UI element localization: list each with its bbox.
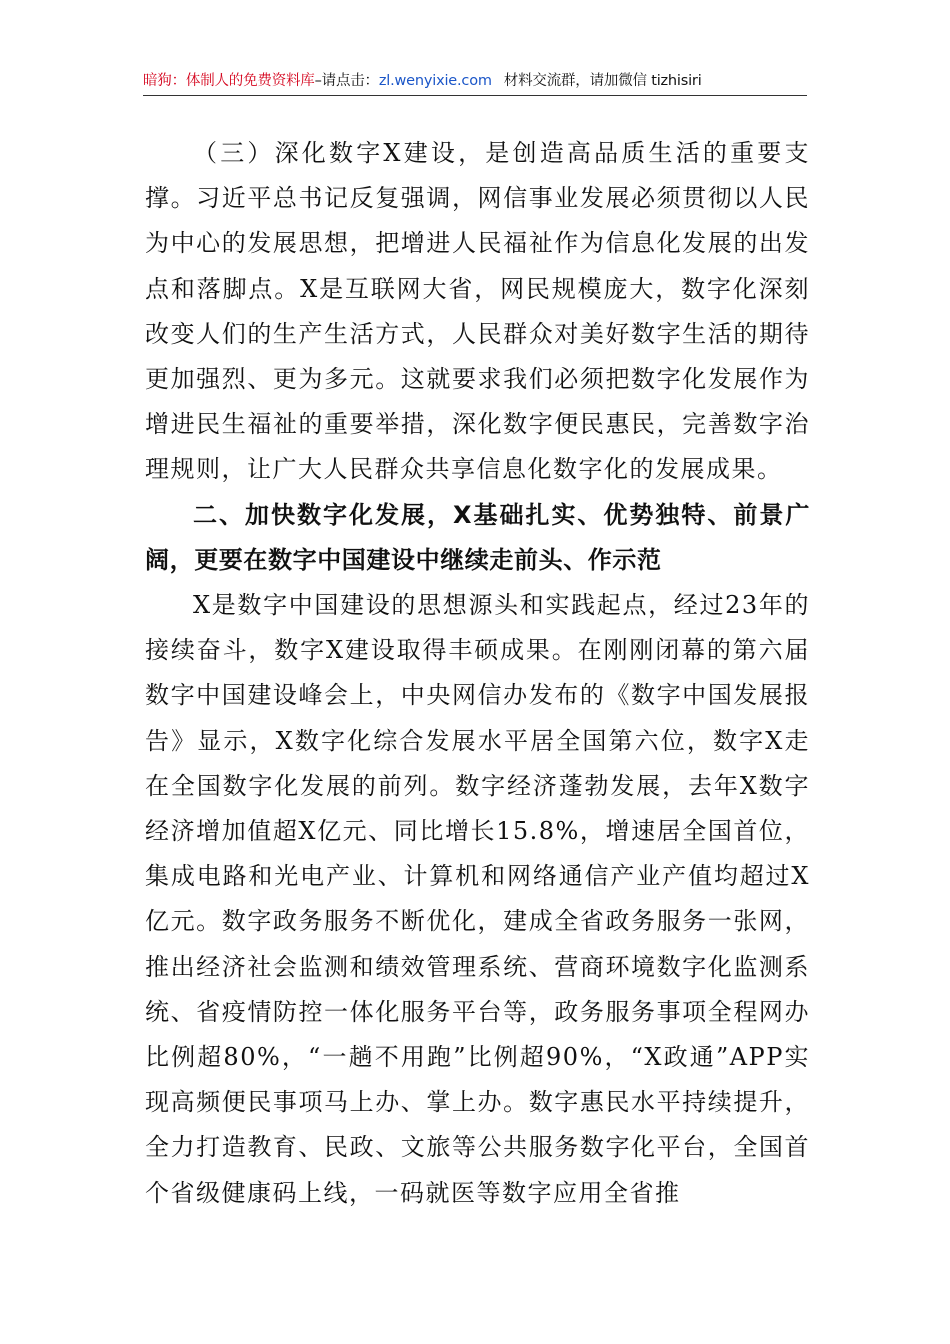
page-header: [143, 68, 807, 94]
document-body: [145, 131, 810, 1216]
header-divider: [143, 95, 807, 96]
section-heading: 二、加快数字化发展，X基础扎实、优势独特、前景广阔，更要在数字中国建设中继续走前头、作示范: [145, 500, 810, 574]
paragraph-body: （三）深化数字X建设，是创造高品质生活的重要支撑。习近平总书记反复强调，网信事业发展必须贯彻以人民为中心的发展思想，把增进人民福祉作为信息化发展的出发点和落脚点。X是互联网大省，网民规模庞大，数字化深刻改变人们的生产生活方式，人民群众对美好数字生活的期待更加强烈、更为多元。这就要求我们必须把数字化发展作为增进民生福祉的重要举措，深化数字便民惠民，完善数字治理规则，让广大人民群众共享信息化数字化的发展成果。: [145, 139, 810, 484]
header-brand-link[interactable]: 暗狗：体制人的免费资料库: [143, 73, 315, 89]
paragraph-body: X是数字中国建设的思想源头和实践起点，经过23年的接续奋斗，数字X建设取得丰硕成果。在刚刚闭幕的第六届数字中国建设峰会上，中央网信办发布的《数字中国发展报告》显示，X数字化综合发展水平居全国第六位，数字X走在全国数字化发展的前列。数字经济蓬勃发展，去年X数字经济增加值超X亿元、同比增长15.8%，增速居全国首位，集成电路和光电产业、计算机和网络通信产业产值均超过X亿元。数字政务服务不断优化，建成全省政务服务一张网，推出经济社会监测和绩效管理系统、营商环境数字化监测系统、省疫情防控一体化服务平台等，政务服务事项全程网办比例超80%，“一趟不用跑”比例超90%，“X政通”APP实现高频便民事项马上办、掌上办。数字惠民水平持续提升，全力打造教育、民政、文旅等公共服务数字化平台，全国首个省级健康码上线，一码就医等数字应用全省推: [145, 591, 810, 1207]
header-contact: 材料交流群，请加微信 tizhisiri: [503, 73, 702, 89]
header-prompt: –请点击：: [314, 73, 379, 89]
header-url-link[interactable]: zl.wenyixie.com: [378, 73, 492, 89]
